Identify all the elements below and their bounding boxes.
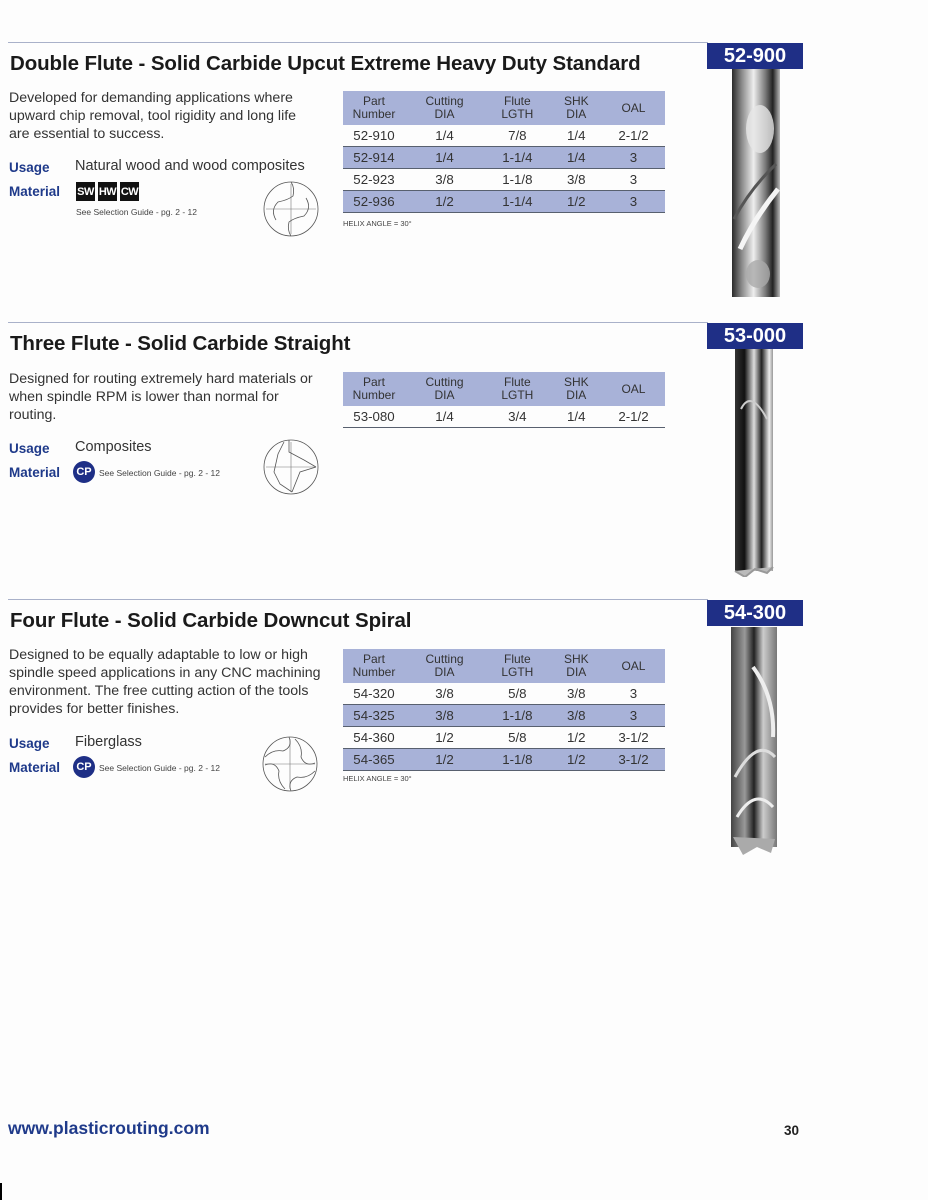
header-shk-dia: SHK DIA (551, 649, 602, 683)
material-label: Material (9, 465, 61, 480)
section-description: Developed for demanding applications where upward chip removal, tool rigidity and long life are essential to success. (9, 90, 297, 142)
cell-oal: 3-1/2 (602, 727, 665, 749)
material-badges (73, 756, 95, 778)
cell-oal: 2-1/2 (602, 125, 665, 147)
cell-flute-lgth: 5/8 (484, 683, 551, 705)
cell-shk-dia: 1/4 (551, 147, 602, 169)
cell-part-number: 54-320 (343, 683, 405, 705)
header-part-number: Part Number (343, 372, 405, 406)
cell-flute-lgth: 7/8 (484, 125, 551, 147)
cell-oal: 3 (602, 191, 665, 213)
selection-guide-note: See Selection Guide - pg. 2 - 12 (76, 207, 197, 217)
cell-shk-dia: 1/2 (551, 727, 602, 749)
material-label: Material (9, 184, 61, 199)
section-divider (8, 599, 708, 600)
usage-value: Composites (75, 439, 152, 455)
material-badge-hw: HW (98, 182, 117, 201)
helix-angle-note: HELIX ANGLE = 30° (343, 774, 412, 783)
usage-value: Fiberglass (75, 734, 142, 750)
cell-shk-dia: 3/8 (551, 705, 602, 727)
header-oal: OAL (602, 649, 665, 683)
cell-cutting-dia: 1/2 (405, 191, 484, 213)
material-label: Material (9, 760, 61, 775)
cell-shk-dia: 1/2 (551, 191, 602, 213)
header-shk-dia: SHK DIA (551, 372, 602, 406)
section-title: Four Flute - Solid Carbide Downcut Spiral (10, 609, 412, 632)
cell-cutting-dia: 3/8 (405, 169, 484, 191)
page-number: 30 (784, 1123, 800, 1138)
cell-flute-lgth: 1-1/8 (484, 705, 551, 727)
section-description: Designed to be equally adaptable to low or high spindle speed applications in any CNC machining environment. The free cutting action of the tools provides for better finishes. (9, 647, 321, 717)
cell-part-number: 52-910 (343, 125, 405, 147)
cell-flute-lgth: 5/8 (484, 727, 551, 749)
table-row (343, 749, 665, 771)
usage-label: Usage (9, 736, 50, 751)
cell-oal: 3 (602, 683, 665, 705)
cell-cutting-dia: 1/2 (405, 749, 484, 771)
four-flute-cross-section-icon (261, 735, 319, 793)
cell-flute-lgth: 1-1/8 (484, 749, 551, 771)
cell-flute-lgth: 1-1/8 (484, 169, 551, 191)
table-row (343, 727, 665, 749)
cell-flute-lgth: 1-1/4 (484, 147, 551, 169)
header-shk-dia: SHK DIA (551, 91, 602, 125)
cell-shk-dia: 1/2 (551, 749, 602, 771)
helix-angle-note: HELIX ANGLE = 30° (343, 219, 412, 228)
cell-part-number: 54-365 (343, 749, 405, 771)
cell-cutting-dia: 1/2 (405, 727, 484, 749)
cell-oal: 3 (602, 169, 665, 191)
cell-cutting-dia: 3/8 (405, 705, 484, 727)
usage-label: Usage (9, 441, 50, 456)
header-part-number: Part Number (343, 649, 405, 683)
cell-oal: 3 (602, 147, 665, 169)
cell-part-number: 52-923 (343, 169, 405, 191)
cell-part-number: 52-936 (343, 191, 405, 213)
series-tag: 54-300 (707, 600, 803, 626)
cell-shk-dia: 3/8 (551, 683, 602, 705)
cell-shk-dia: 1/4 (551, 125, 602, 147)
header-flute-lgth: Flute LGTH (484, 372, 551, 406)
cell-part-number: 54-325 (343, 705, 405, 727)
selection-guide-note: See Selection Guide - pg. 2 - 12 (99, 763, 220, 773)
material-badge-cw: CW (120, 182, 139, 201)
header-cutting-dia: Cutting DIA (405, 649, 484, 683)
header-cutting-dia: Cutting DIA (405, 91, 484, 125)
cell-flute-lgth: 1-1/4 (484, 191, 551, 213)
spec-table (343, 649, 665, 771)
cell-part-number: 52-914 (343, 147, 405, 169)
header-oal: OAL (602, 372, 665, 406)
scan-margin-mark (0, 1183, 2, 1200)
header-oal: OAL (602, 91, 665, 125)
cell-oal: 2-1/2 (602, 406, 665, 428)
material-badge-cp: CP (73, 461, 95, 483)
section-title: Three Flute - Solid Carbide Straight (10, 332, 351, 355)
table-row (343, 705, 665, 727)
usage-value: Natural wood and wood composites (75, 158, 305, 174)
cell-shk-dia: 3/8 (551, 169, 602, 191)
table-row (343, 683, 665, 705)
material-badge-sw: SW (76, 182, 95, 201)
header-part-number: Part Number (343, 91, 405, 125)
series-tag: 52-900 (707, 43, 803, 69)
cell-oal: 3-1/2 (602, 749, 665, 771)
cell-part-number: 53-080 (343, 406, 405, 428)
cell-flute-lgth: 3/4 (484, 406, 551, 428)
cell-cutting-dia: 1/4 (405, 406, 484, 428)
cell-cutting-dia: 1/4 (405, 147, 484, 169)
header-flute-lgth: Flute LGTH (484, 91, 551, 125)
cell-cutting-dia: 1/4 (405, 125, 484, 147)
section-title: Double Flute - Solid Carbide Upcut Extreme Heavy Duty Standard (10, 52, 641, 75)
table-header-row (343, 649, 665, 683)
header-flute-lgth: Flute LGTH (484, 649, 551, 683)
cell-oal: 3 (602, 705, 665, 727)
material-badge-cp: CP (73, 756, 95, 778)
cell-shk-dia: 1/4 (551, 406, 602, 428)
section-description: Designed for routing extremely hard materials or when spindle RPM is lower than normal for routing. (9, 371, 313, 423)
website-link[interactable]: www.plasticrouting.com (8, 1118, 210, 1138)
cell-part-number: 54-360 (343, 727, 405, 749)
cell-cutting-dia: 3/8 (405, 683, 484, 705)
usage-label: Usage (9, 160, 50, 175)
series-tag: 53-000 (707, 323, 803, 349)
header-cutting-dia: Cutting DIA (405, 372, 484, 406)
selection-guide-note: See Selection Guide - pg. 2 - 12 (99, 468, 220, 478)
downcut-spiral-router-bit-image (727, 627, 781, 855)
